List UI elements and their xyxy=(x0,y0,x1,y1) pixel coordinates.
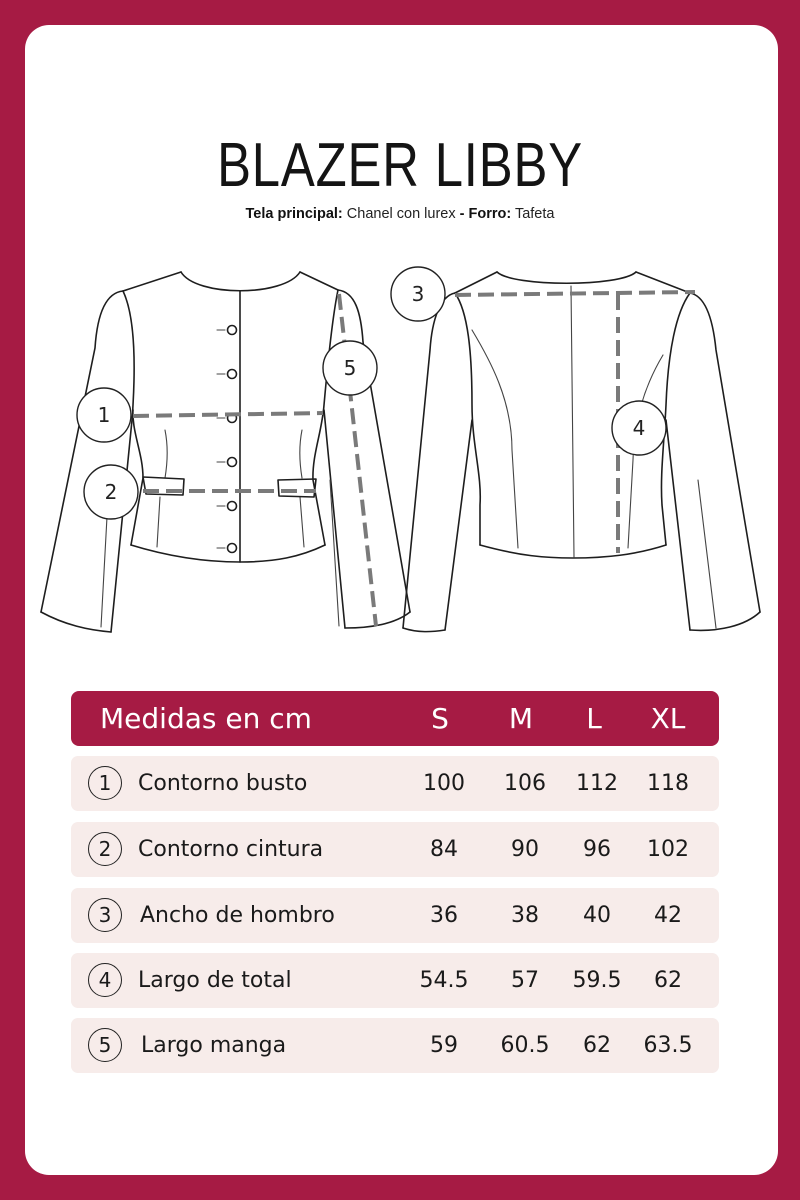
front-darts xyxy=(157,430,304,547)
front-left-cuff xyxy=(41,612,111,632)
back-left-sleeve-outer xyxy=(403,293,455,628)
back-left-sleeve-inner xyxy=(445,420,472,630)
back-right-cuff xyxy=(690,612,760,630)
marker-1 xyxy=(77,388,131,442)
value-m: 60.5 xyxy=(500,1033,550,1058)
size-table-header xyxy=(71,691,719,746)
table-row xyxy=(71,756,719,811)
back-right-shoulder xyxy=(636,272,690,293)
value-s: 59 xyxy=(430,1033,458,1058)
svg-text:5: 5 xyxy=(343,356,357,380)
back-left-side xyxy=(455,293,480,545)
back-right-sleeve-fold xyxy=(698,480,716,628)
row-number-badge: 2 xyxy=(88,832,122,866)
measurement-label: Largo manga xyxy=(141,1033,287,1058)
svg-text:1: 1 xyxy=(97,403,111,427)
size-header-l: L xyxy=(586,702,602,735)
marker-5 xyxy=(323,341,377,395)
front-left-shoulder xyxy=(123,272,181,291)
table-row xyxy=(71,888,719,943)
value-xl: 63.5 xyxy=(643,1033,693,1058)
value-m: 57 xyxy=(511,968,539,993)
value-l: 96 xyxy=(583,837,611,862)
svg-text:2: 2 xyxy=(104,480,118,504)
value-l: 59.5 xyxy=(572,968,622,993)
back-hem xyxy=(480,545,666,558)
row-number-badge: 1 xyxy=(88,766,122,800)
value-s: 54.5 xyxy=(419,968,469,993)
value-l: 62 xyxy=(583,1033,611,1058)
marker-4 xyxy=(612,401,666,455)
front-neckline xyxy=(181,272,300,291)
size-header-s: S xyxy=(431,702,449,735)
back-right-sleeve-outer xyxy=(690,293,760,612)
value-xl: 118 xyxy=(647,771,689,796)
measurements-unit-heading: Medidas en cm xyxy=(100,702,312,735)
measurement-label: Contorno cintura xyxy=(138,837,324,862)
front-left-sleeve-inner xyxy=(111,410,133,632)
shoulder-width-measurement-line xyxy=(455,292,695,295)
value-l: 40 xyxy=(583,903,611,928)
measurement-label: Largo de total xyxy=(138,968,292,993)
back-neckline xyxy=(497,272,636,283)
product-title: BLAZER LIBBY xyxy=(217,131,583,200)
svg-text:3: 3 xyxy=(411,282,425,306)
value-l: 112 xyxy=(576,771,618,796)
marker-2 xyxy=(84,465,138,519)
center-back-seam xyxy=(571,286,574,557)
table-row xyxy=(71,1018,719,1073)
value-m: 38 xyxy=(511,903,539,928)
back-view xyxy=(403,272,760,632)
fabric-info xyxy=(0,207,800,222)
back-left-cuff xyxy=(403,628,445,632)
value-xl: 62 xyxy=(654,968,682,993)
marker-3 xyxy=(391,267,445,321)
row-number-badge: 3 xyxy=(88,898,122,932)
value-xl: 42 xyxy=(654,903,682,928)
size-header-m: M xyxy=(508,702,534,735)
svg-text:4: 4 xyxy=(632,416,646,440)
measurement-label: Ancho de hombro xyxy=(140,903,335,928)
measurement-label: Contorno busto xyxy=(138,771,308,796)
lining-value: Tafeta xyxy=(514,206,555,222)
back-left-shoulder xyxy=(455,272,497,293)
value-m: 106 xyxy=(504,771,546,796)
front-left-sleeve-outer xyxy=(41,291,123,612)
size-header-xl: XL xyxy=(650,702,686,735)
back-right-sleeve-inner xyxy=(666,420,690,630)
blazer-technical-drawing xyxy=(0,240,800,670)
front-right-sleeve-inner xyxy=(324,410,345,628)
bust-measurement-line xyxy=(133,413,323,416)
main-fabric-label: Tela principal: xyxy=(245,206,343,222)
front-right-sleeve-outer xyxy=(338,290,410,612)
row-number-badge: 4 xyxy=(88,963,122,997)
value-m: 90 xyxy=(511,837,539,862)
value-xl: 102 xyxy=(647,837,689,862)
value-s: 84 xyxy=(430,837,458,862)
table-row xyxy=(71,953,719,1008)
lining-label: - Forro: xyxy=(459,206,512,222)
front-buttons xyxy=(217,326,237,553)
table-row xyxy=(71,822,719,877)
front-view xyxy=(41,272,410,632)
front-right-shoulder xyxy=(300,272,338,290)
value-s: 36 xyxy=(430,903,458,928)
right-pocket-flap xyxy=(278,479,316,497)
value-s: 100 xyxy=(423,771,465,796)
main-fabric-value: Chanel con lurex xyxy=(346,206,456,222)
row-number-badge: 5 xyxy=(88,1028,122,1062)
